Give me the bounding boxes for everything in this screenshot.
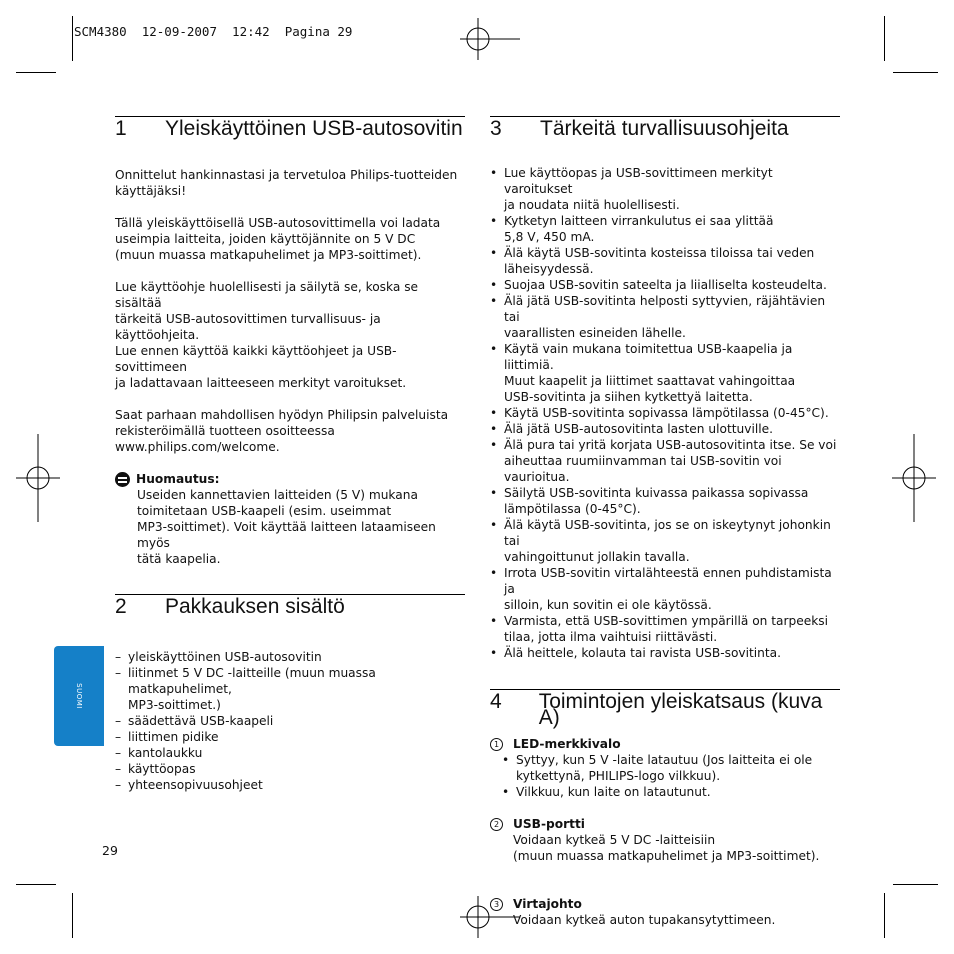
print-slug: SCM4380 12-09-2007 12:42 Pagina 29 (74, 24, 353, 39)
list-item: • Älä käytä USB-sovitinta, jos se on iskeytynyt johonkin tai vahingoittunut jollakin tavalla. (490, 517, 840, 565)
section-2-heading (115, 594, 465, 635)
item-description: Voidaan kytkeä auton tupakansytyttimeen. (513, 913, 776, 927)
section-2-title: Pakkauksen sisältö (165, 595, 345, 618)
list-item: • Kytketyn laitteen virrankulutus ei saa ylittää 5,8 V, 450 mA. (490, 213, 840, 245)
list-item: • Älä käytä USB-sovitinta kosteissa tiloissa tai veden läheisyydessä. (490, 245, 840, 277)
list-item: • Älä heittele, kolauta tai ravista USB-sovitinta. (490, 645, 840, 661)
list-item: – liittimen pidike (115, 729, 465, 745)
list-item: • Varmista, että USB-sovittimen ympärillä on tarpeeksi tilaa, jotta ilma vaihtuisi riittävästi. (490, 613, 840, 645)
note-text: Useiden kannettavien laitteiden (5 V) mukana toimitetaan USB-kaapeli (esim. useimmat MP3-soittimet). Voit käyttää laitteen lataamiseen myös tätä kaapelia. (137, 488, 436, 566)
list-item: • Irrota USB-sovitin virtalähteestä ennen puhdistamista ja silloin, kun sovitin ei ole käytössä. (490, 565, 840, 613)
item-number-badge: 1 (490, 738, 503, 751)
item-number-badge: 3 (490, 898, 503, 911)
list-item: – säädettävä USB-kaapeli (115, 713, 465, 729)
list-item: – liitinmet 5 V DC -laitteille (muun muassa matkapuhelimet, MP3-soittimet.) (115, 665, 465, 713)
registration-mark-left (16, 434, 60, 522)
note-label: Huomautus: (136, 472, 220, 486)
registration-mark-top (455, 18, 520, 60)
item-number-badge: 2 (490, 818, 503, 831)
item-description: Voidaan kytkeä 5 V DC -laitteisiin (muun muassa matkapuhelimet ja MP3-soittimet). (513, 833, 820, 863)
overview-item-usb-port (490, 816, 840, 864)
note-box (115, 471, 465, 567)
list-item: • Lue käyttöopas ja USB-sovittimeen merkityt varoitukset ja noudata niitä huolellisesti. (490, 165, 840, 213)
overview-item-led (490, 736, 840, 800)
list-item: • Käytä vain mukana toimitettua USB-kaapelia ja liittimiä. Muut kaapelit ja liittimet saattavat vahingoittaa USB-sovitinta ja siihen kytkettyä laitetta. (490, 341, 840, 405)
section-3-number: 3 (490, 117, 502, 140)
package-contents-list (115, 649, 465, 793)
paragraph: Saat parhaan mahdollisen hyödyn Philipsin palveluista rekisteröimällä tuotteen osoitteessa www.philips.com/welcome. (115, 408, 449, 454)
section-4-title: Toimintojen yleiskatsaus (kuva A) (538, 690, 823, 729)
list-item: – yhteensopivuusohjeet (115, 777, 465, 793)
list-item: – kantolaukku (115, 745, 465, 761)
page-number: 29 (102, 843, 118, 858)
left-column (115, 116, 465, 793)
list-item: – käyttöopas (115, 761, 465, 777)
list-item: • Vilkkuu, kun laite on latautunut. (502, 784, 840, 800)
safety-list (490, 165, 840, 661)
list-item: • Älä jätä USB-sovitinta helposti syttyvien, räjähtävien tai vaarallisten esineiden lähelle. (490, 293, 840, 341)
right-column (490, 116, 840, 928)
list-item: • Älä jätä USB-autosovitinta lasten ulottuville. (490, 421, 840, 437)
section-4-number: 4 (490, 690, 502, 713)
item-label: USB-portti (513, 817, 585, 831)
list-item: • Syttyy, kun 5 V -laite latautuu (Jos laitteita ei ole kytkettynä, PHILIPS-logo vilkkuu). (502, 752, 840, 784)
list-item: • Suojaa USB-sovitin sateelta ja liialliselta kosteudelta. (490, 277, 840, 293)
list-item: • Säilytä USB-sovitinta kuivassa paikassa sopivassa lämpötilassa (0-45°C). (490, 485, 840, 517)
language-tab (54, 646, 104, 746)
website-link[interactable]: www.philips.com/welcome. (115, 440, 280, 454)
section-2-number: 2 (115, 595, 127, 618)
section-1-number: 1 (115, 117, 127, 140)
item-label: Virtajohto (513, 897, 582, 911)
paragraph: Tällä yleiskäyttöisellä USB-autosovittimella voi ladata useimpia laitteita, joiden käyttöjännite on 5 V DC (muun muassa matkapuhelimet ja MP3-soittimet). (115, 216, 441, 262)
registration-mark-right (892, 434, 936, 522)
section-3-title: Tärkeitä turvallisuusohjeita (540, 117, 789, 140)
list-item: – yleiskäyttöinen USB-autosovitin (115, 649, 465, 665)
item-label: LED-merkkivalo (513, 737, 621, 751)
list-item: • Älä pura tai yritä korjata USB-autosovitinta itse. Se voi aiheuttaa ruumiinvamman tai USB-sovitin voi vaurioitua. (490, 437, 840, 485)
paragraph: Onnittelut hankinnastasi ja tervetuloa Philips-tuotteiden käyttäjäksi! (115, 168, 458, 198)
section-1-heading (115, 116, 465, 157)
list-item: • Käytä USB-sovitinta sopivassa lämpötilassa (0-45°C). (490, 405, 840, 421)
section-3-heading (490, 116, 840, 157)
paragraph: Lue käyttöohje huolellisesti ja säilytä se, koska se sisältää tärkeitä USB-autosovittimen turvallisuus- ja käyttöohjeita. Lue ennen käyttöä kaikki käyttöohjeet ja USB-sovittimeen ja ladattavaan laitteeseen merkityt varoitukset. (115, 280, 419, 390)
section-1-intro (115, 167, 465, 455)
section-4-heading (490, 689, 840, 730)
overview-item-power-cord (490, 896, 840, 928)
language-tab-label: SUOMI (75, 683, 83, 709)
note-icon (115, 472, 130, 487)
section-1-title: Yleiskäyttöinen USB-autosovitin (165, 117, 463, 140)
